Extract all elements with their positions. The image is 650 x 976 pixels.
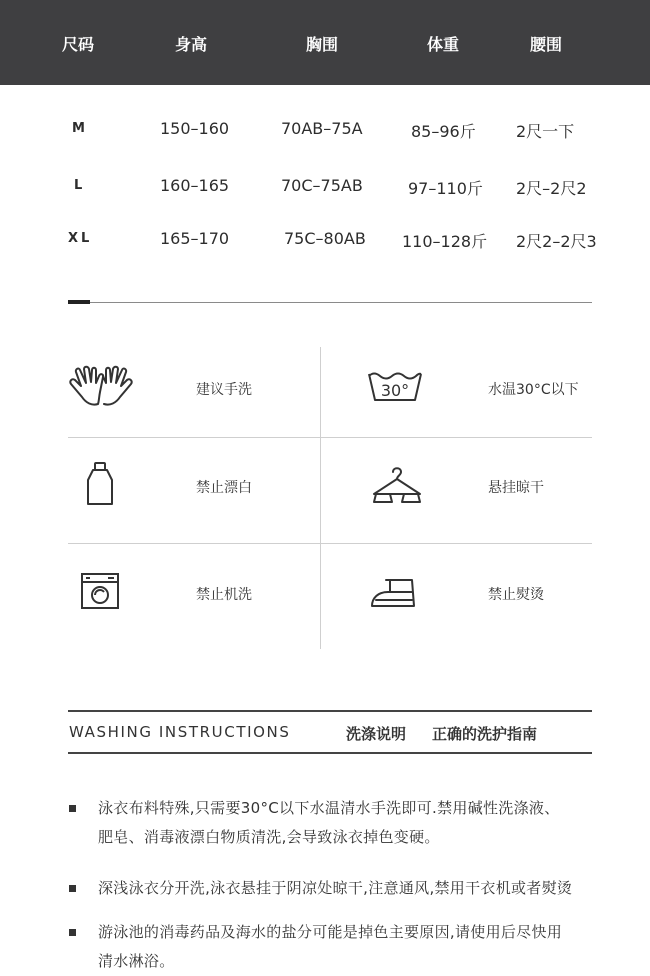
hand-wash-icon <box>68 364 134 410</box>
height-cell: 165–170 <box>160 229 230 248</box>
washing-machine-icon <box>80 572 120 610</box>
size-table-header <box>0 0 650 85</box>
care-label-no-machine-wash: 禁止机洗 <box>196 587 252 603</box>
care-label-hang-dry: 悬挂晾干 <box>488 480 544 496</box>
hanger-dry-icon <box>370 464 424 506</box>
bullet <box>69 885 76 892</box>
header-size: 尺码 <box>62 35 95 54</box>
iron-icon <box>368 576 420 610</box>
care-label-hand-wash: 建议手洗 <box>196 382 252 398</box>
size-cell: XL <box>68 231 93 246</box>
instructions-title-cn: 洗涤说明 <box>346 725 407 743</box>
care-grid-row-line <box>68 437 592 438</box>
instructions-top-rule <box>68 710 592 712</box>
instruction-text: 深浅泳衣分开洗,泳衣悬挂于阴凉处晾干,注意通风,禁用干衣机或者熨烫 <box>98 879 573 897</box>
height-cell: 160–165 <box>160 176 230 195</box>
bust-cell: 75C–80AB <box>284 229 366 248</box>
instruction-text: 游泳池的消毒药品及海水的盐分可能是掉色主要原因,请使用后尽快用 清水淋浴。 <box>98 923 563 970</box>
waist-cell: 2尺2–2尺3 <box>516 232 597 251</box>
bullet <box>69 805 76 812</box>
header-bust: 胸围 <box>306 35 339 54</box>
weight-cell: 85–96斤 <box>411 122 476 141</box>
instruction-text: 泳衣布料特殊,只需要30°C以下水温清水手洗即可.禁用碱性洗涤液、 肥皂、消毒液漂白物质清洗,会导致泳衣掉色变硬。 <box>98 799 560 846</box>
size-cell: M <box>72 121 88 136</box>
care-grid-vertical-line <box>320 347 321 649</box>
care-label-water-temp: 水温30°C以下 <box>488 382 579 398</box>
size-cell: L <box>74 178 86 193</box>
instructions-title-en: WASHING INSTRUCTIONS <box>69 723 291 741</box>
water-temp-30-icon <box>366 368 424 404</box>
weight-cell: 110–128斤 <box>402 232 488 251</box>
header-height: 身高 <box>175 35 208 54</box>
svg-text:30°: 30° <box>380 381 410 400</box>
waist-cell: 2尺–2尺2 <box>516 179 587 198</box>
no-bleach-bottle-icon <box>84 460 116 508</box>
weight-cell: 97–110斤 <box>408 179 483 198</box>
care-grid-row-line <box>68 543 592 544</box>
header-waist: 腰围 <box>530 35 563 54</box>
bust-cell: 70AB–75A <box>281 119 363 138</box>
care-label-no-bleach: 禁止漂白 <box>196 480 252 496</box>
bust-cell: 70C–75AB <box>281 176 363 195</box>
section-divider <box>68 302 592 303</box>
height-cell: 150–160 <box>160 119 230 138</box>
waist-cell: 2尺一下 <box>516 122 575 141</box>
instructions-subtitle-cn: 正确的洗护指南 <box>432 725 538 743</box>
header-weight: 体重 <box>427 35 460 54</box>
divider-accent <box>68 300 90 304</box>
bullet <box>69 929 76 936</box>
instructions-bottom-rule <box>68 752 592 754</box>
care-label-no-ironing: 禁止熨烫 <box>488 587 544 603</box>
